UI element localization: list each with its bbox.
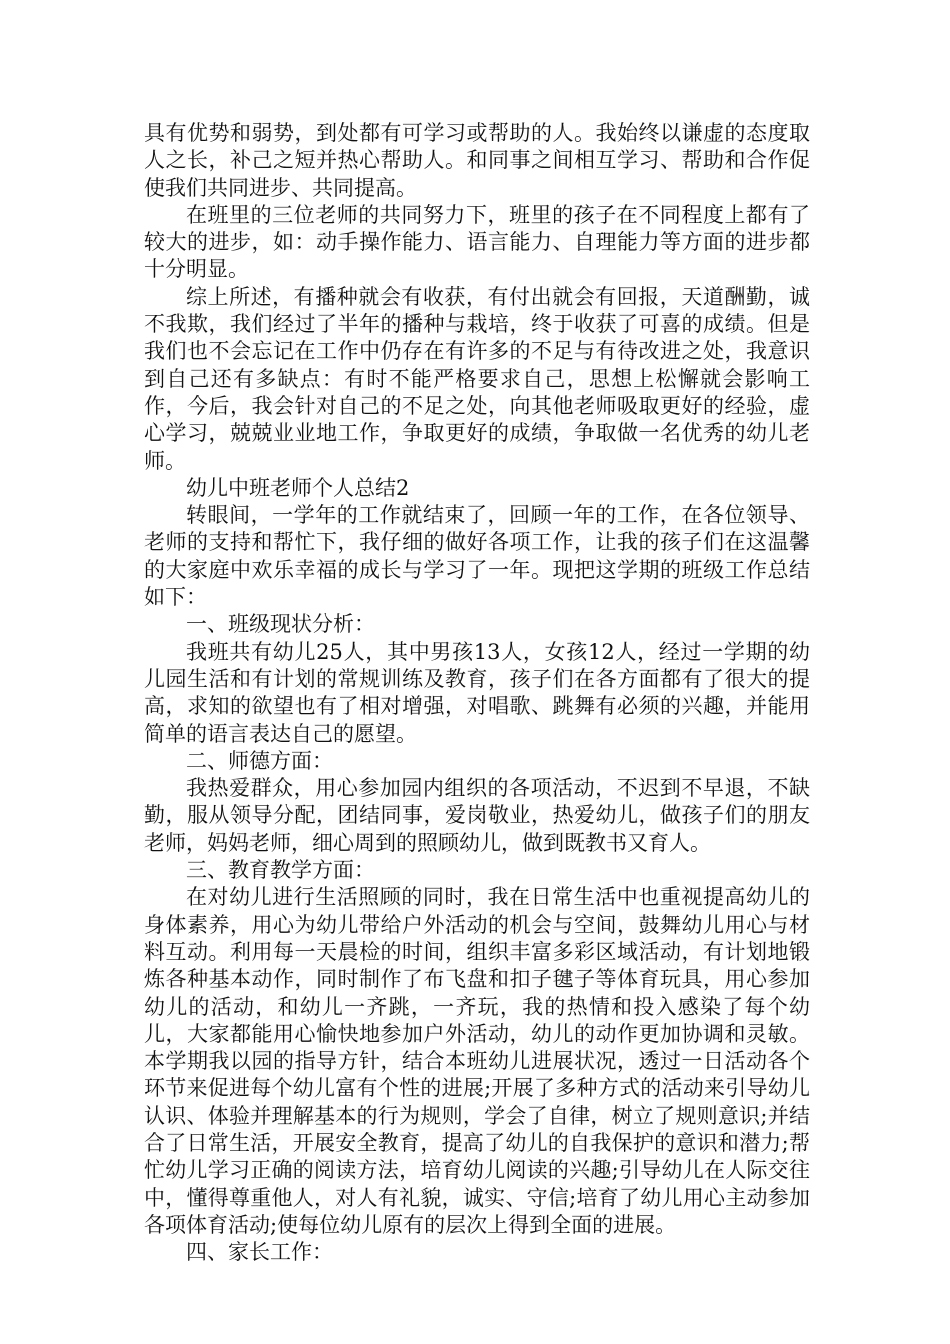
paragraph-continuation: 具有优势和弱势，到处都有可学习或帮助的人。我始终以谦虚的态度取人之长，补己之短并热心帮助人。和同事之间相互学习、帮助和合作促使我们共同进步、共同提高。 [144, 121, 810, 200]
paragraph-teaching: 在对幼儿进行生活照顾的同时，我在日常生活中也重视提高幼儿的身体素养，用心为幼儿带给户外活动的机会与空间，鼓舞幼儿用心与材料互动。利用每一天晨检的时间，组织丰富多彩区域活动，有计划地锻炼各种基本动作，同时制作了布飞盘和扣子毽子等体育玩具，用心参加幼儿的活动，和幼儿一齐跳，一齐玩，我的热情和投入感染了每个幼儿，大家都能用心愉快地参加户外活动，幼儿的动作更加协调和灵敏。本学期我以园的指导方针，结合本班幼儿进展状况，透过一日活动各个环节来促进每个幼儿富有个性的进展;开展了多种方式的活动来引导幼儿认识、体验并理解基本的行为规则，学会了自律，树立了规则意识;并结合了日常生活，开展安全教育，提高了幼儿的自我保护的意识和潜力;帮忙幼儿学习正确的阅读方法，培育幼儿阅读的兴趣;引导幼儿在人际交往中，懂得尊重他人，对人有礼貌，诚实、守信;培育了幼儿用心主动参加各项体育活动;使每位幼儿原有的层次上得到全面的进展。 [144, 885, 810, 1237]
paragraph-progress: 在班里的三位老师的共同努力下，班里的孩子在不同程度上都有了较大的进步，如：动手操作能力、语言能力、自理能力等方面的进步都十分明显。 [144, 202, 810, 282]
paragraph-conclusion: 综上所述，有播种就会有收获，有付出就会有回报，天道酬勤，诚不我欺，我们经过了半年的播种与栽培，终于收获了可喜的成绩。但是我们也不会忘记在工作中仍存在有许多的不足与有待改进之处，我意识到自己还有多缺点：有时不能严格要求自己，思想上松懈就会影响工作，今后，我会针对自己的不足之处，向其他老师吸取更好的经验，虚心学习，兢兢业业地工作，争取更好的成绩，争取做一名优秀的幼儿老师。 [144, 284, 810, 473]
heading-class-status: 一、班级现状分析： [186, 612, 375, 637]
heading-ethics: 二、师德方面： [186, 748, 333, 773]
paragraph-intro: 转眼间，一学年的工作就结束了，回顾一年的工作，在各位领导、老师的支持和帮忙下，我仔细的做好各项工作，让我的孩子们在这温馨的大家庭中欢乐幸福的成长与学习了一年。现把这学期的班级工作总结如下： [144, 503, 810, 610]
paragraph-class-status: 我班共有幼儿25人，其中男孩13人，女孩12人，经过一学期的幼儿园生活和有计划的常规训练及教育，孩子们在各方面都有了很大的提高，求知的欲望也有了相对增强，对唱歌、跳舞有必须的兴趣，并能用简单的语言表达自己的愿望。 [144, 639, 810, 746]
paragraph-ethics: 我热爱群众，用心参加园内组织的各项活动，不迟到不早退，不缺勤，服从领导分配，团结同事，爱岗敬业，热爱幼儿，做孩子们的朋友老师，妈妈老师，细心周到的照顾幼儿，做到既教书又育人。 [144, 776, 810, 855]
heading-parents: 四、家长工作： [186, 1240, 333, 1265]
section-title: 幼儿中班老师个人总结2 [186, 475, 410, 500]
document-body [144, 120, 810, 1266]
heading-teaching: 三、教育教学方面： [186, 858, 375, 883]
